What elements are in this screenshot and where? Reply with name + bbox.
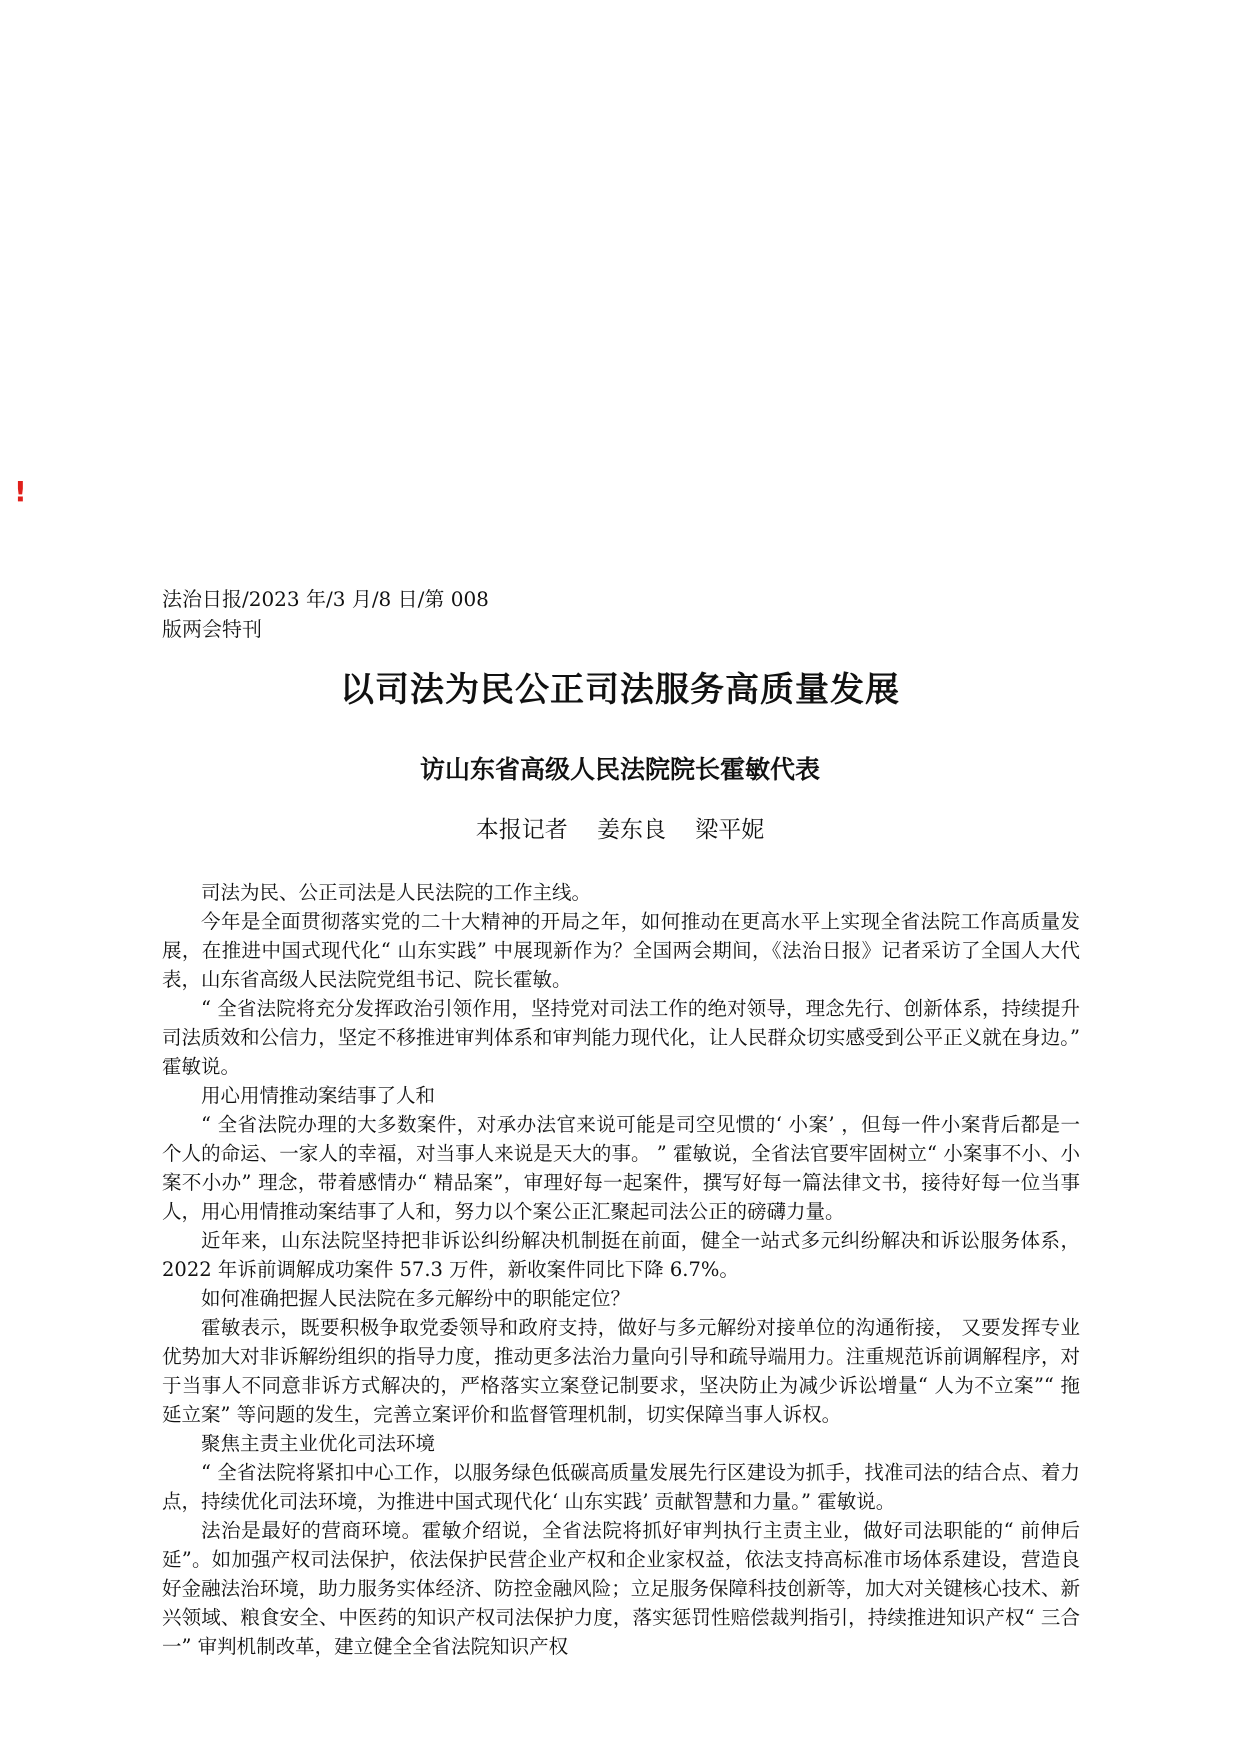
paragraph-2: 今年是全面贯彻落实党的二十大精神的开局之年，如何推动在更高水平上实现全省法院工作高质量发展，在推进中国式现代化“ 山东实践” 中展现新作为？全国两会期间，《法治日报》记者采访了全国人大代表，山东省高级人民法院党组书记、院长霍敏。	[162, 910, 1080, 991]
source-line-1: 法治日报/2023 年/3 月/8 日/第 008	[162, 587, 489, 611]
source-line-2: 版两会特刊	[162, 617, 262, 641]
paragraph-3: “ 全省法院将充分发挥政治引领作用，坚持党对司法工作的绝对领导，理念先行、创新体系，持续提升司法质效和公信力，坚定不移推进审判体系和审判能力现代化，让人民群众切实感受到公平正义就在身边。” 霍敏说。	[162, 997, 1080, 1078]
article-byline: 本报记者 姜东良 梁平妮	[475, 817, 765, 843]
paragraph-5: 近年来，山东法院坚持把非诉讼纠纷解决机制挺在前面，健全一站式多元纠纷解决和诉讼服务体系，2022 年诉前调解成功案件 57.3 万件，新收案件同比下降 6.7%。	[162, 1229, 1080, 1281]
paragraph-8: “ 全省法院将紧扣中心工作，以服务绿色低碳高质量发展先行区建设为抓手，找准司法的结合点、着力点，持续优化司法环境，为推进中国式现代化‘ 山东实践’ 贡献智慧和力量。” 霍敏说。	[162, 1461, 1080, 1513]
article-body	[162, 878, 1080, 1661]
paragraph-9: 法治是最好的营商环境。霍敏介绍说，全省法院将抓好审判执行主责主业，做好司法职能的“ 前伸后延”。如加强产权司法保护，依法保护民营企业产权和企业家权益，依法支持高标准市场体系建设，营造良好金融法治环境，助力服务实体经济、防控金融风险；立足服务保障科技创新等，加大对关键核心技术、新兴领域、粮食安全、中医药的知识产权司法保护力度，落实惩罚性赔偿裁判指引，持续推进知识产权“ 三合一” 审判机制改革，建立健全全省法院知识产权	[162, 1519, 1080, 1658]
source-info	[162, 584, 502, 644]
section-heading-1: 用心用情推动案结事了人和	[201, 1084, 436, 1107]
article-headline: 以司法为民公正司法服务高质量发展	[340, 670, 900, 710]
paragraph-1: 司法为民、公正司法是人民法院的工作主线。	[201, 881, 592, 904]
alert-marker: !	[14, 475, 27, 508]
paragraph-4: “ 全省法院办理的大多数案件，对承办法官来说可能是司空见惯的‘ 小案’ ，但每一件小案背后都是一个人的命运、一家人的幸福，对当事人来说是天大的事。 ” 霍敏说，全省法官要牢固树立“ 小案事不小、小案不小办” 理念，带着感情办“ 精品案”，审理好每一起案件，撰写好每一篇法律文书，接待好每一位当事人，用心用情推动案结事了人和，努力以个案公正汇聚起司法公正的磅礴力量。	[162, 1113, 1080, 1223]
paragraph-7: 霍敏表示，既要积极争取党委领导和政府支持，做好与多元解纷对接单位的沟通衔接， 又要发挥专业优势加大对非诉解纷组织的指导力度，推动更多法治力量向引导和疏导端用力。注重规范诉前调解程序，对于当事人不同意非诉方式解决的，严格落实立案登记制要求，坚决防止为减少诉讼增量“ 人为不立案”“ 拖延立案” 等问题的发生，完善立案评价和监督管理机制，切实保障当事人诉权。	[162, 1316, 1080, 1426]
paragraph-6: 如何准确把握人民法院在多元解纷中的职能定位？	[201, 1287, 631, 1310]
section-heading-2: 聚焦主责主业优化司法环境	[201, 1432, 436, 1455]
article-subheadline: 访山东省高级人民法院院长霍敏代表	[419, 755, 820, 784]
